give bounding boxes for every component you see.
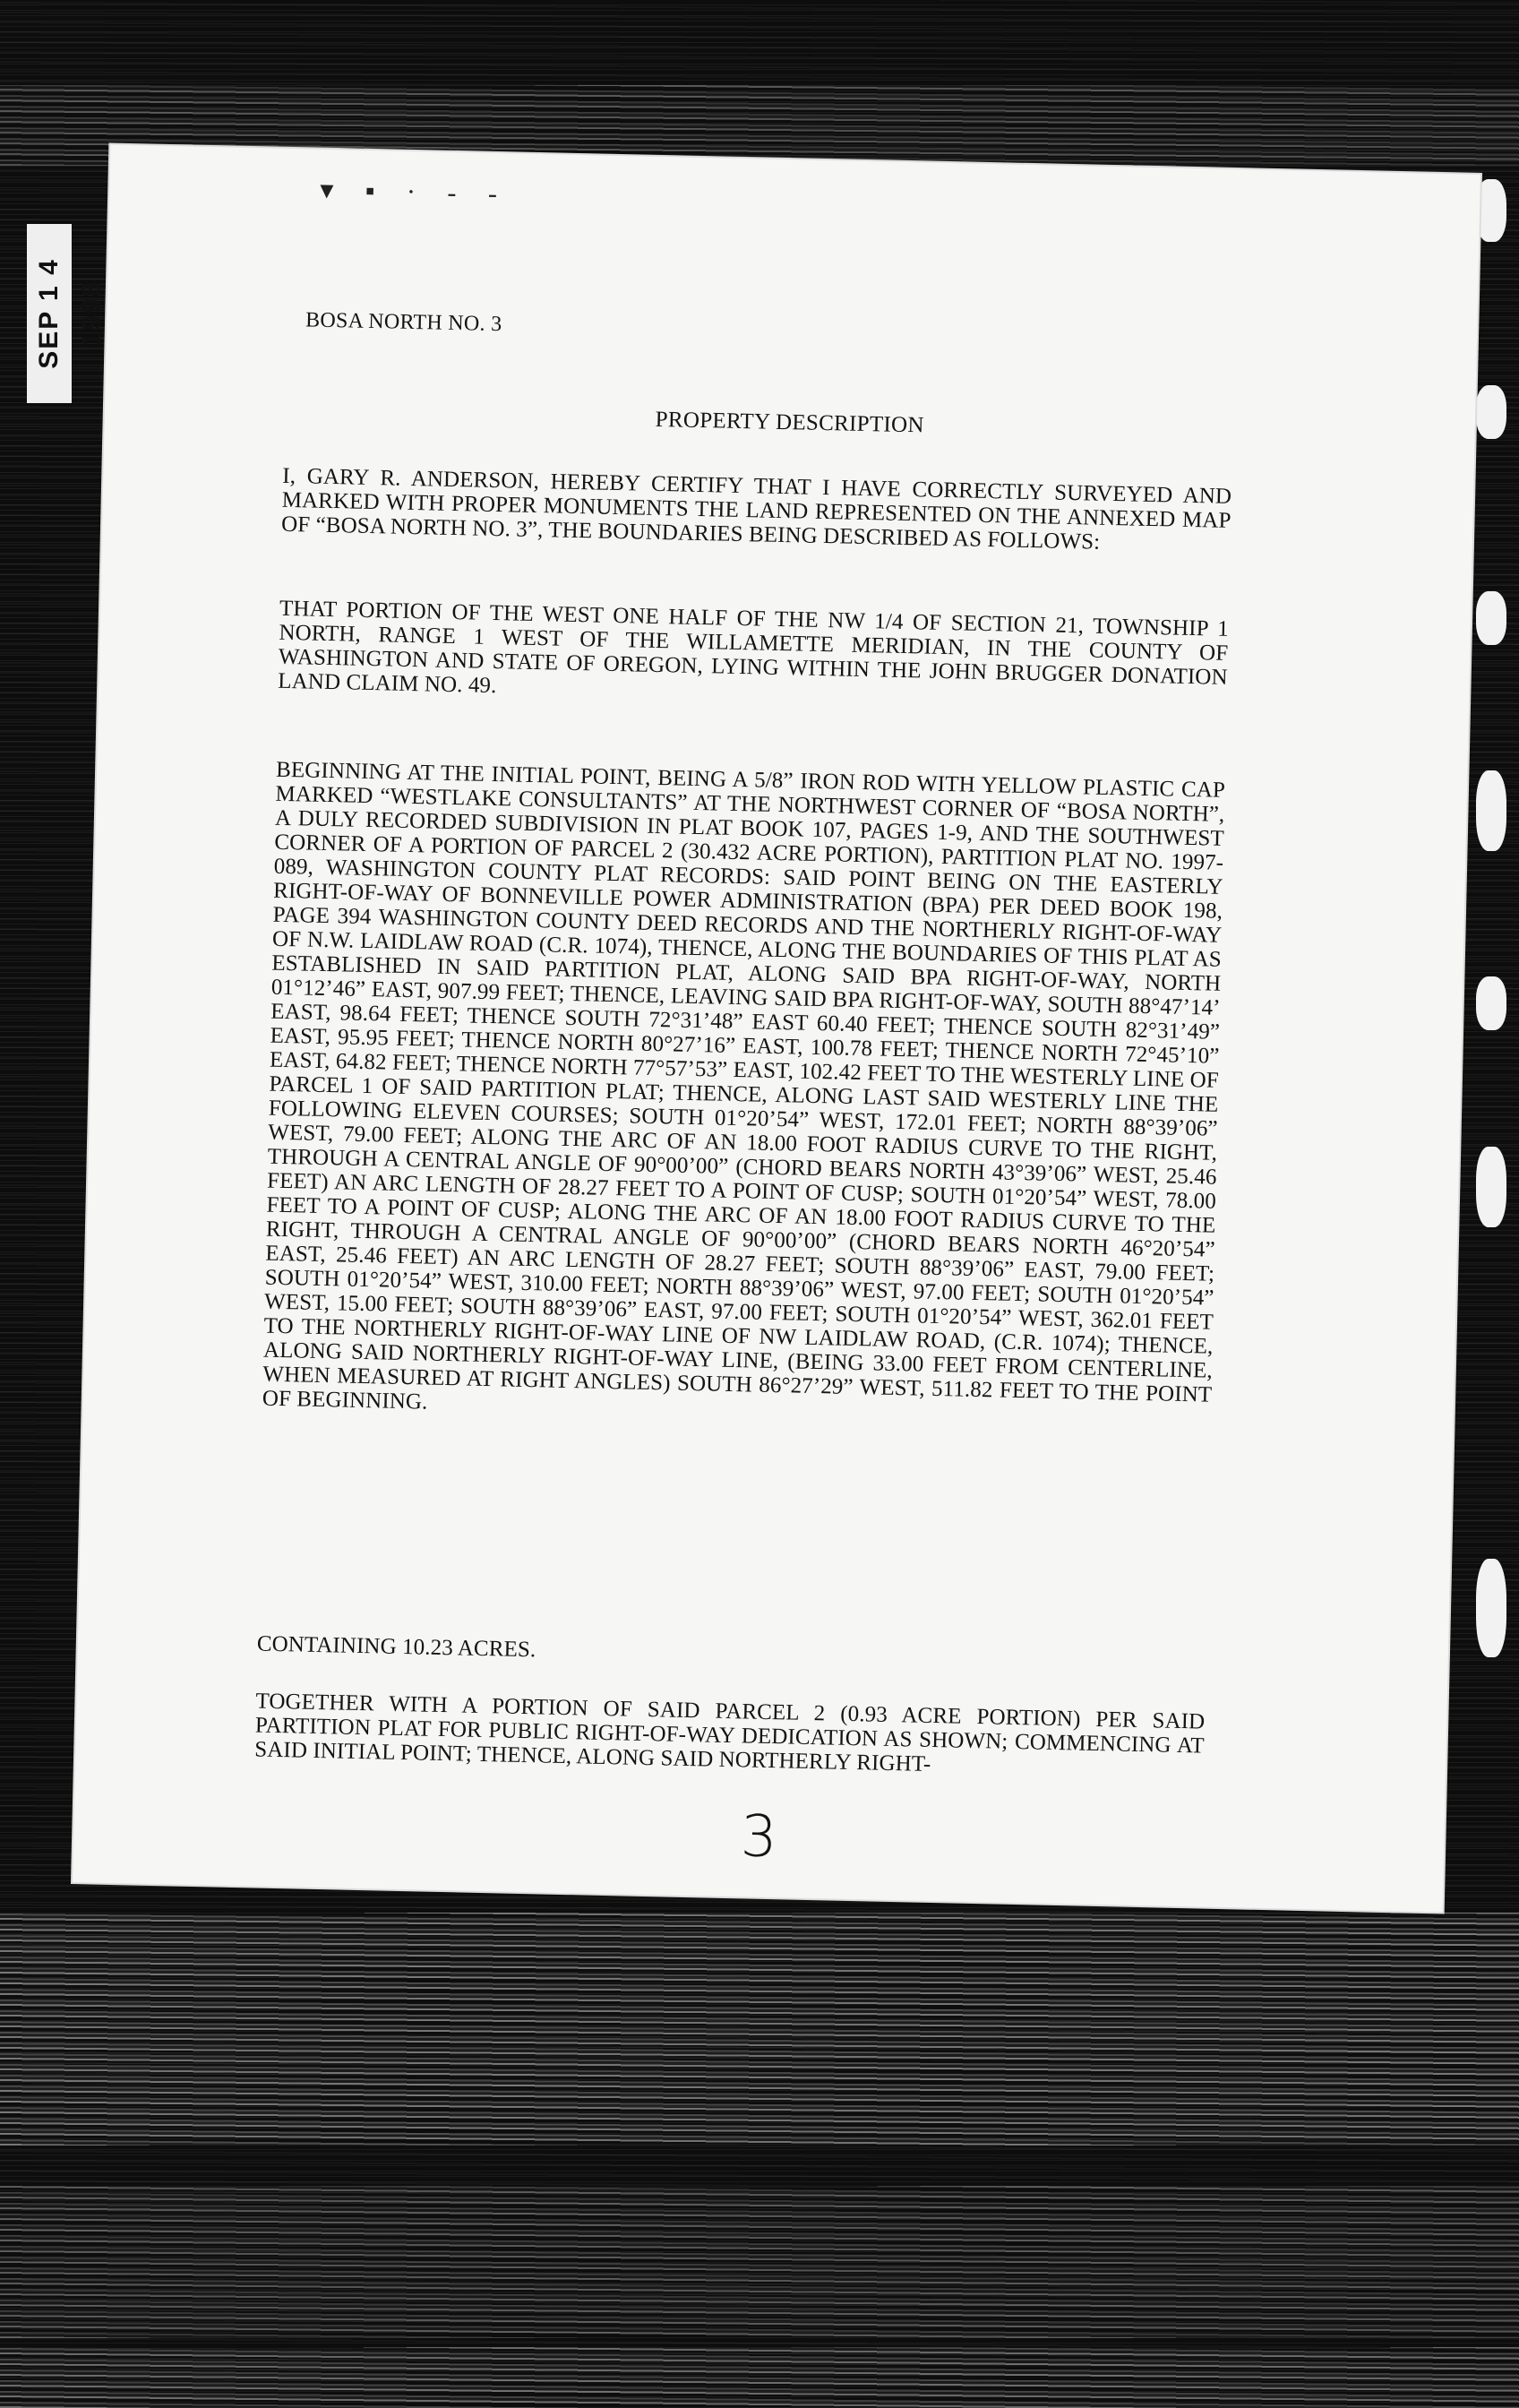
date-stamp xyxy=(27,224,107,403)
paragraph-dedication: TOGETHER WITH A PORTION OF SAID PARCEL 2 (0.93 ACRE PORTION) PER SAID PARTITION PLAT FOR PUBLIC RIGHT-OF-WAY DEDICATION AS SHOWN; COMMENCING AT SAID INITIAL POINT; THENCE, ALONG SAID NORTHERLY RIGHT- xyxy=(254,1689,1206,1776)
edge-mark xyxy=(1476,976,1506,1030)
stamp-date: SEP 1 4 1998 xyxy=(34,258,107,369)
paragraph-metes-bounds: BEGINNING AT THE INITIAL POINT, BEING A 5/8” IRON ROD WITH YELLOW PLASTIC CAP MARKED “WESTLAKE CONSULTANTS” AT THE NORTHWEST CORNER OF “BOSA NORTH”, A DULY RECORDED SUBDIVISION IN PLAT BOOK 107, PAGES 1-9, AND THE SOUTHWEST CORNER OF A PORTION OF PARCEL 2 (30.432 ACRE PORTION), PARTITION PLAT NO. 1997-089, WASHINGTON COUNTY PLAT RECORDS: SAID POINT BEING ON THE EASTERLY RIGHT-OF-WAY OF BONNEVILLE POWER ADMINISTRATION (BPA) PER DEED BOOK 198, PAGE 394 WASHINGTON COUNTY DEED RECORDS AND THE NORTHERLY RIGHT-OF-WAY OF N.W. LAIDLAW ROAD (C.R. 1074), THENCE, ALONG THE BOUNDARIES OF THIS PLAT AS ESTABLISHED IN SAID PARTITION PLAT, ALONG SAID BPA RIGHT-OF-WAY, NORTH 01°12’46” EAST, 907.99 FEET; THENCE, LEAVING SAID BPA RIGHT-OF-WAY, SOUTH 88°47’14’ EAST, 98.64 FEET; THENCE SOUTH 72°31’48” EAST 60.40 FEET; THENCE SOUTH 82°31’49” EAST, 95.95 FEET; THENCE NORTH 80°27’16” EAST, 100.78 FEET; THENCE NORTH 72°45’10” EAST, 64.82 FEET; THENCE NORTH 77°57’53” EAST, 102.42 FEET TO THE WESTERLY LINE OF PARCEL 1 OF SAID PARTITION PLAT; THENCE, ALONG LAST SAID WESTERLY LINE THE FOLLOWING ELEVEN COURSES; SOUTH 01°20’54” WEST, 172.01 FEET; NORTH 88°39’06” WEST, 79.00 FEET; ALONG THE ARC OF AN 18.00 FOOT RADIUS CURVE TO THE RIGHT, THROUGH A CENTRAL ANGLE OF 90°00’00” (CHORD BEARS NORTH 43°39’06” WEST, 25.46 FEET) AN ARC LENGTH OF 28.27 FEET TO A POINT OF CUSP; SOUTH 01°20’54” WEST, 78.00 FEET TO A POINT OF CUSP; ALONG THE ARC OF AN 18.00 FOOT RADIUS CURVE TO THE RIGHT, THROUGH A CENTRAL ANGLE OF 90°00’00” (CHORD BEARS NORTH 46°20’54” EAST, 25.46 FEET) AN ARC LENGTH OF 28.27 FEET; SOUTH 88°39’06” EAST, 79.00 FEET; SOUTH 01°20’54” WEST, 310.00 FEET; NORTH 88°39’06” WEST, 97.00 FEET; SOUTH 01°20’54” WEST, 15.00 FEET; SOUTH 88°39’06” EAST, 97.00 FEET; SOUTH 01°20’54” WEST, 362.01 FEET TO THE NORTHERLY RIGHT-OF-WAY LINE OF NW LAIDLAW ROAD, (C.R. 1074); THENCE, ALONG SAID NORTHERLY RIGHT-OF-WAY LINE, (BEING 33.00 FEET FROM CENTERLINE, WHEN MEASURED AT RIGHT ANGLES) SOUTH 86°27’29” WEST, 511.82 FEET TO THE POINT OF BEGINNING. xyxy=(262,757,1226,1415)
edge-mark xyxy=(1476,591,1506,645)
edge-mark xyxy=(1476,770,1506,851)
edge-mark xyxy=(1476,179,1506,242)
scan-noise-bottom xyxy=(0,1913,1519,2146)
document-title: PROPERTY DESCRIPTION xyxy=(655,407,925,438)
paragraph-location: THAT PORTION OF THE WEST ONE HALF OF THE NW 1/4 OF SECTION 21, TOWNSHIP 1 NORTH, RANGE 1 WEST OF THE WILLAMETTE MERIDIAN, IN THE COUNTY OF WASHINGTON AND STATE OF OREGON, LYING WITHIN THE JOHN BRUGGER DONATION LAND CLAIM NO. 49. xyxy=(278,596,1230,699)
page-number: 3 xyxy=(740,1803,778,1871)
edge-mark xyxy=(1476,1559,1506,1657)
ink-specks: ▾ ▪ · ‑ ‑ xyxy=(319,175,511,210)
document-header: BOSA NORTH NO. 3 xyxy=(305,308,502,337)
scan-noise-bottom-lower xyxy=(0,2186,1519,2338)
scan-noise-footer xyxy=(0,2347,1519,2408)
edge-mark xyxy=(1476,1147,1506,1227)
paragraph-certification: I, GARY R. ANDERSON, HEREBY CERTIFY THAT I HAVE CORRECTLY SURVEYED AND MARKED WITH PROPER MONUMENTS THE LAND REPRESENTED ON THE ANNEXED MAP OF “BOSA NORTH NO. 3”, THE BOUNDARIES BEING DESCRIBED AS FOLLOWS: xyxy=(280,463,1232,555)
document-page xyxy=(73,145,1480,1913)
paragraph-acreage: CONTAINING 10.23 ACRES. xyxy=(256,1631,536,1663)
edge-mark xyxy=(1476,385,1506,439)
